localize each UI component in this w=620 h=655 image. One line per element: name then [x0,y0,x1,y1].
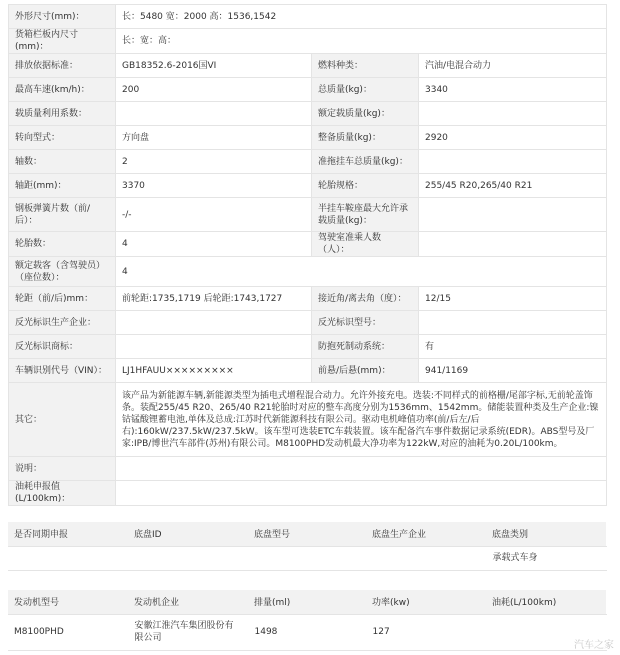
column-header: 底盘生产企业 [366,522,486,546]
column-header: 功率(kw) [366,590,486,614]
spec-row [9,174,607,198]
spec-row [9,232,607,257]
spec-label: 额定载质量(kg)： [312,102,419,126]
spec-value: 2 [116,150,312,174]
spec-label: 准拖挂车总质量(kg)： [312,150,419,174]
spec-value: 汽油/电混合动力 [419,54,607,78]
table-cell: 1498 [248,614,366,650]
spec-label: 接近角/离去角（度）： [312,287,419,311]
column-header: 排量(ml) [248,590,366,614]
spec-row [9,150,607,174]
spec-label: 额定载客（含驾驶员）（座位数）： [9,257,116,287]
table-cell [366,546,486,570]
spec-label: 半挂车鞍座最大允许承载质量(kg)： [312,198,419,232]
vin-value: LJ1HFAUU××××××××× [116,359,312,383]
spec-value: -/- [116,198,312,232]
spec-row [9,198,607,232]
spec-label: 钢板弹簧片数（前/后）： [9,198,116,232]
spec-value: 3340 [419,78,607,102]
engine-table [8,590,607,651]
spec-value: 前轮距:1735,1719 后轮距:1743,1727 [116,287,312,311]
column-header: 底盘型号 [248,522,366,546]
spec-label: 载质量利用系数： [9,102,116,126]
spec-row [9,287,607,311]
spec-label: 轮胎规格： [312,174,419,198]
spec-label: 反光标识生产企业： [9,311,116,335]
spec-value [116,457,607,481]
spec-row [9,78,607,102]
spec-value: 长：宽：高： [116,29,607,54]
spec-value: 255/45 R20,265/40 R21 [419,174,607,198]
spec-label: 转向型式： [9,126,116,150]
table-cell: 127 [366,614,486,650]
spec-label: 排放依据标准： [9,54,116,78]
spec-label: 油耗申报值(L/100km)： [9,481,116,506]
spec-row [9,29,607,54]
column-header: 油耗(L/100km) [486,590,606,614]
table-cell: M8100PHD [8,614,128,650]
table-cell [128,546,248,570]
vehicle-spec-table [8,4,607,506]
spec-label: 轴数： [9,150,116,174]
spec-label: 轮胎数： [9,232,116,257]
table-row [8,546,606,570]
watermark: 汽车之家 [574,640,614,651]
spec-value: 长：5480 宽：2000 高：1536,1542 [116,5,607,29]
spec-value: GB18352.6-2016国VI [116,54,312,78]
spec-value: 4 [116,232,312,257]
spec-row [9,383,607,457]
table-row [8,614,606,650]
spec-label: 前悬/后悬(mm)： [312,359,419,383]
spec-value [116,102,312,126]
spec-row [9,335,607,359]
spec-value: 有 [419,335,607,359]
spec-label: 货箱栏板内尺寸(mm)： [9,29,116,54]
spec-row [9,457,607,481]
spec-value [419,232,607,257]
spec-value [419,311,607,335]
table-cell [8,546,128,570]
other-notes: 该产品为新能源车辆,新能源类型为插电式增程混合动力。允许外接充电。选装:不同样式的前格栅/尾部字标,无前轮盖饰条。装配255/45 R20、265/40 R21轮胎时对应的整车高度分别为1536mm、1542mm。储能装置种类及生产企业:镍钴锰酸锂蓄电池,单体及总成:江苏时代新能源科技有限公司。驱动电机峰值功率(前/后左/后右):160kW/237.5kW/237.5kW。该车型可选装ETC车载装置。该车配备汽车事件数据记录系统(EDR)。ABS型号及厂家:IPB/博世汽车部件(苏州)有限公司。M8100PHD发动机最大净功率为122kW,对应的油耗为0.20L/100km。 [116,383,607,457]
spec-value [419,150,607,174]
spec-value: 4 [116,257,607,287]
spec-row [9,126,607,150]
spec-value: 方向盘 [116,126,312,150]
spec-value [116,481,607,506]
spec-value: 200 [116,78,312,102]
spec-row [9,311,607,335]
spec-value [116,335,312,359]
spec-value: 3370 [116,174,312,198]
spec-value: 12/15 [419,287,607,311]
spec-label: 燃料种类： [312,54,419,78]
spec-label: 防抱死制动系统： [312,335,419,359]
column-header: 是否同期申报 [8,522,128,546]
spec-label: 驾驶室准乘人数（人）： [312,232,419,257]
spec-label: 总质量(kg)： [312,78,419,102]
spec-row [9,5,607,29]
column-header: 底盘类别 [486,522,606,546]
spec-row [9,54,607,78]
spec-value: 2920 [419,126,607,150]
table-cell: 安徽江淮汽车集团股份有限公司 [128,614,248,650]
spec-value [419,102,607,126]
spec-label: 反光标识型号： [312,311,419,335]
spec-row [9,359,607,383]
spec-label: 整备质量(kg)： [312,126,419,150]
spec-row [9,481,607,506]
chassis-table [8,522,607,571]
spec-label: 轮距（前/后)mm： [9,287,116,311]
spec-row [9,257,607,287]
spec-value [116,311,312,335]
table-header-row [8,522,606,546]
table-cell: 承载式车身 [486,546,606,570]
spec-label: 轴距(mm)： [9,174,116,198]
spec-label: 车辆识别代号（VIN）： [9,359,116,383]
table-header-row [8,590,606,614]
column-header: 发动机企业 [128,590,248,614]
column-header: 发动机型号 [8,590,128,614]
spec-label: 说明： [9,457,116,481]
spec-label: 反光标识商标： [9,335,116,359]
spec-label: 外形尺寸(mm)： [9,5,116,29]
table-cell [248,546,366,570]
column-header: 底盘ID [128,522,248,546]
spec-value: 941/1169 [419,359,607,383]
spec-value [419,198,607,232]
spec-label: 其它： [9,383,116,457]
spec-label: 最高车速(km/h)： [9,78,116,102]
spec-row [9,102,607,126]
